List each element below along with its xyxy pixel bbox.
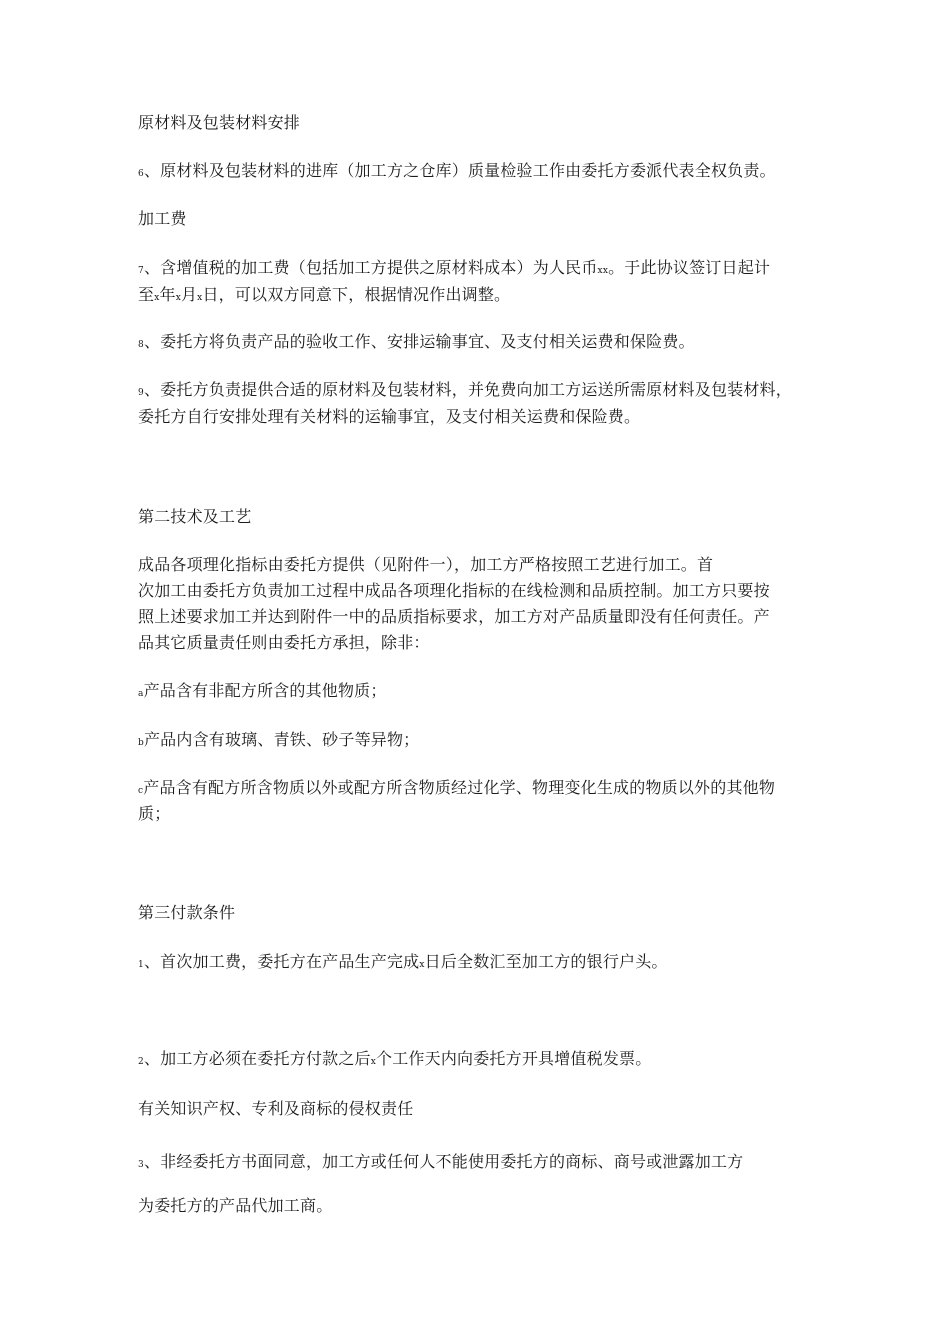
clause-text: 至 (138, 285, 155, 304)
clause-9 (138, 378, 828, 405)
clause-number: 1 (138, 960, 144, 970)
clause-text: 、首次加工费，委托方在产品生产完成 (143, 952, 420, 971)
clause-text: 月 (180, 285, 198, 304)
clause-9-line-2: 委托方自行安排处理有关材料的运输事宜，及支付相关运费和保险费。 (138, 407, 641, 426)
item-marker: a (138, 689, 144, 699)
clause-text: 、含增值税的加工费（包括加工方提供之原材料成本）为人民币 (143, 258, 598, 277)
clause-text: 日后全数汇至加工方的银行户头。 (424, 952, 668, 971)
tech-paragraph-line-2: 次加工由委托方负责加工过程中成品各项理化指标的在线检测和品质控制。加工方只要按 (138, 581, 770, 600)
month-placeholder: x (175, 293, 181, 303)
exception-item-c-line-2: 质； (138, 804, 171, 823)
item-marker: b (138, 738, 144, 748)
payment-clause-2 (138, 1047, 828, 1074)
section-heading-ip: 有关知识产权、专利及商标的侵权责任 (138, 1099, 414, 1118)
clause-text: 、委托方将负责产品的验收工作、安排运输事宜、及支付相关运费和保险费。 (143, 332, 695, 351)
section-heading-materials: 原材料及包装材料安排 (138, 113, 301, 132)
clause-text: 。于此协议签订日起计 (608, 258, 771, 277)
clause-text: 个工作天内向委托方开具增值税发票。 (376, 1049, 652, 1068)
payment-clause-1 (138, 950, 828, 977)
year-placeholder: x (154, 293, 160, 303)
section-heading-tech: 第二技术及工艺 (138, 507, 252, 526)
amount-placeholder: xx (597, 266, 609, 276)
clause-6 (138, 159, 828, 186)
item-text: 产品含有非配方所含的其他物质； (143, 681, 387, 700)
item-text: 产品含有配方所含物质以外或配方所含物质经过化学、物理变化生成的物质以外的其他物 (143, 778, 776, 797)
item-text: 产品内含有玻璃、青铁、砂子等异物； (143, 730, 420, 749)
clause-number: 6 (138, 169, 144, 179)
clause-text: 、委托方负责提供合适的原材料及包装材料，并免费向加工方运送所需原材料及包装材料， (143, 380, 792, 399)
exception-item-a (138, 679, 828, 706)
clause-text: 、加工方必须在委托方付款之后 (143, 1049, 371, 1068)
days-placeholder: x (419, 960, 425, 970)
clause-text: 、非经委托方书面同意，加工方或任何人不能使用委托方的商标、商号或泄露加工方 (143, 1152, 744, 1171)
ip-clause-3 (138, 1150, 828, 1177)
clause-number: 3 (138, 1160, 144, 1170)
clause-number: 2 (138, 1057, 144, 1067)
clause-number: 8 (138, 340, 144, 350)
clause-text: 日，可以双方同意下，根据情况作出调整。 (202, 285, 511, 304)
item-marker: c (138, 786, 144, 796)
tech-paragraph-line-1: 成品各项理化指标由委托方提供（见附件一），加工方严格按照工艺进行加工。首 (138, 555, 714, 574)
clause-7-line-2 (138, 283, 828, 310)
clause-8 (138, 330, 828, 357)
exception-item-c (138, 776, 828, 803)
tech-paragraph-line-3: 照上述要求加工并达到附件一中的品质指标要求，加工方对产品质量即没有任何责任。产 (138, 607, 770, 626)
section-heading-fee: 加工费 (138, 209, 187, 228)
clause-7 (138, 256, 828, 283)
clause-number: 7 (138, 266, 144, 276)
tech-paragraph-line-4: 品其它质量责任则由委托方承担，除非： (138, 633, 430, 652)
clause-text: 、原材料及包装材料的进库（加工方之仓库）质量检验工作由委托方委派代表全权负责。 (143, 161, 776, 180)
exception-item-b (138, 728, 828, 755)
ip-clause-3-line-2: 为委托方的产品代加工商。 (138, 1196, 333, 1215)
clause-number: 9 (138, 388, 144, 398)
section-heading-payment: 第三付款条件 (138, 903, 236, 922)
clause-text: 年 (159, 285, 176, 304)
days-placeholder: x (370, 1057, 377, 1067)
day-placeholder: x (197, 293, 203, 303)
